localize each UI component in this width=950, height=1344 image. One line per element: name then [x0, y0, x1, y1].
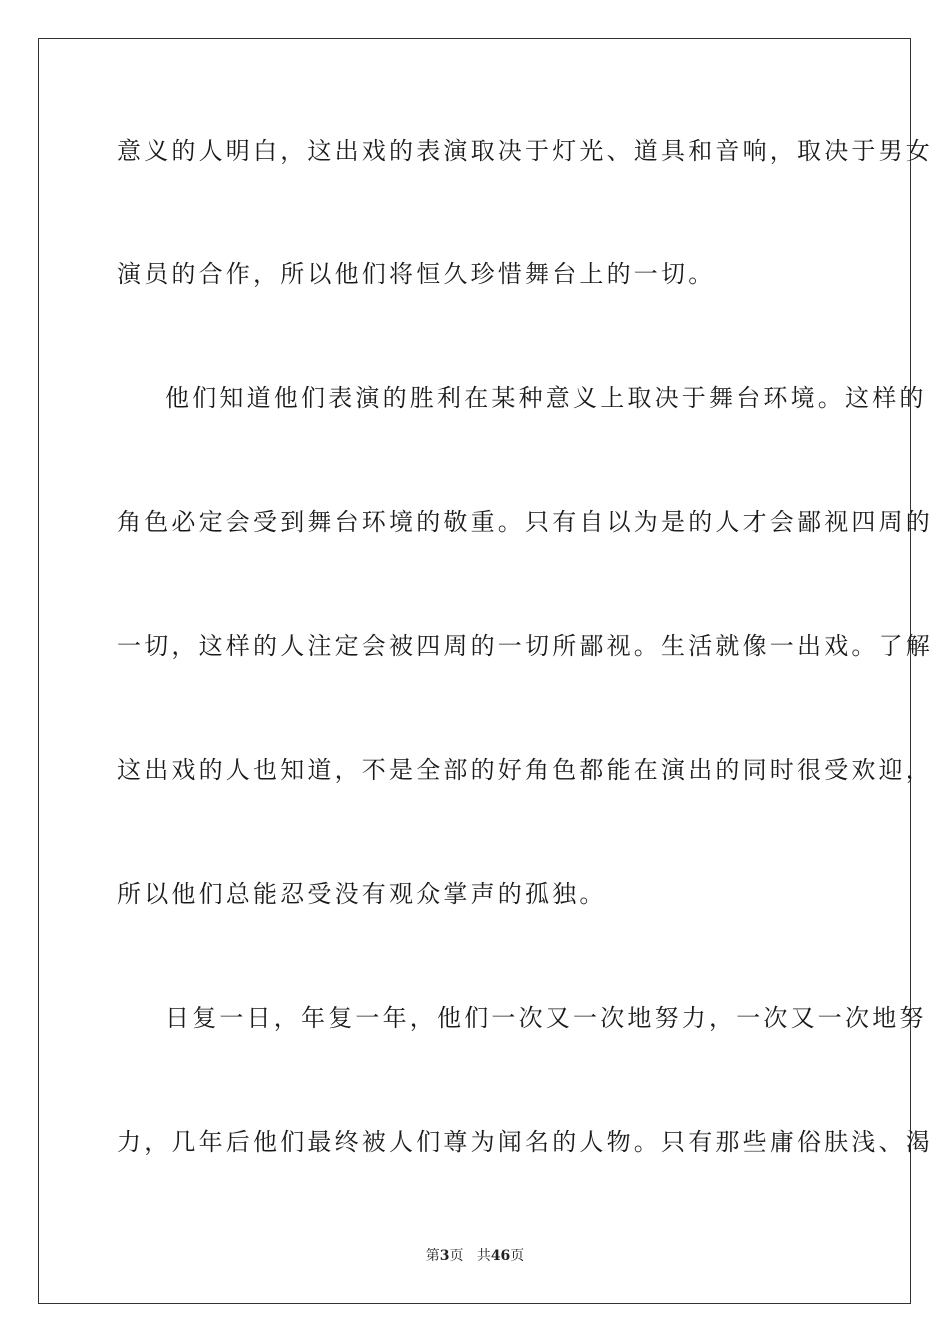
page-footer — [0, 1247, 950, 1265]
body-text-line-2: 演员的合作，所以他们将恒久珍惜舞台上的一切。 — [117, 260, 716, 288]
total-prefix: 共 — [476, 1248, 491, 1264]
body-text-line-8: 日复一日，年复一年，他们一次又一次地努力，一次又一次地努 — [165, 1004, 927, 1032]
body-text-line-6: 这出戏的人也知道，不是全部的好角色都能在演出的同时很受欢迎， — [117, 756, 933, 784]
page-prefix: 第 — [425, 1248, 440, 1264]
page-border — [38, 38, 933, 1304]
body-text-line-7: 所以他们总能忍受没有观众掌声的孤独。 — [117, 880, 607, 908]
body-text-line-4: 角色必定会受到舞台环境的敬重。只有自以为是的人才会鄙视四周的 — [117, 508, 933, 536]
total-suffix: 页 — [510, 1248, 525, 1264]
body-text-line-5: 一切，这样的人注定会被四周的一切所鄙视。生活就像一出戏。了解 — [117, 632, 933, 660]
page-number: 3 — [439, 1248, 450, 1264]
total-pages: 46 — [490, 1248, 511, 1264]
page-suffix: 页 — [449, 1248, 464, 1264]
body-text-line-1: 意义的人明白，这出戏的表演取决于灯光、道具和音响，取决于男女 — [117, 137, 933, 165]
body-text-line-3: 他们知道他们表演的胜利在某种意义上取决于舞台环境。这样的 — [165, 384, 927, 412]
body-text-line-9: 力，几年后他们最终被人们尊为闻名的人物。只有那些庸俗肤浅、渴 — [117, 1128, 933, 1156]
